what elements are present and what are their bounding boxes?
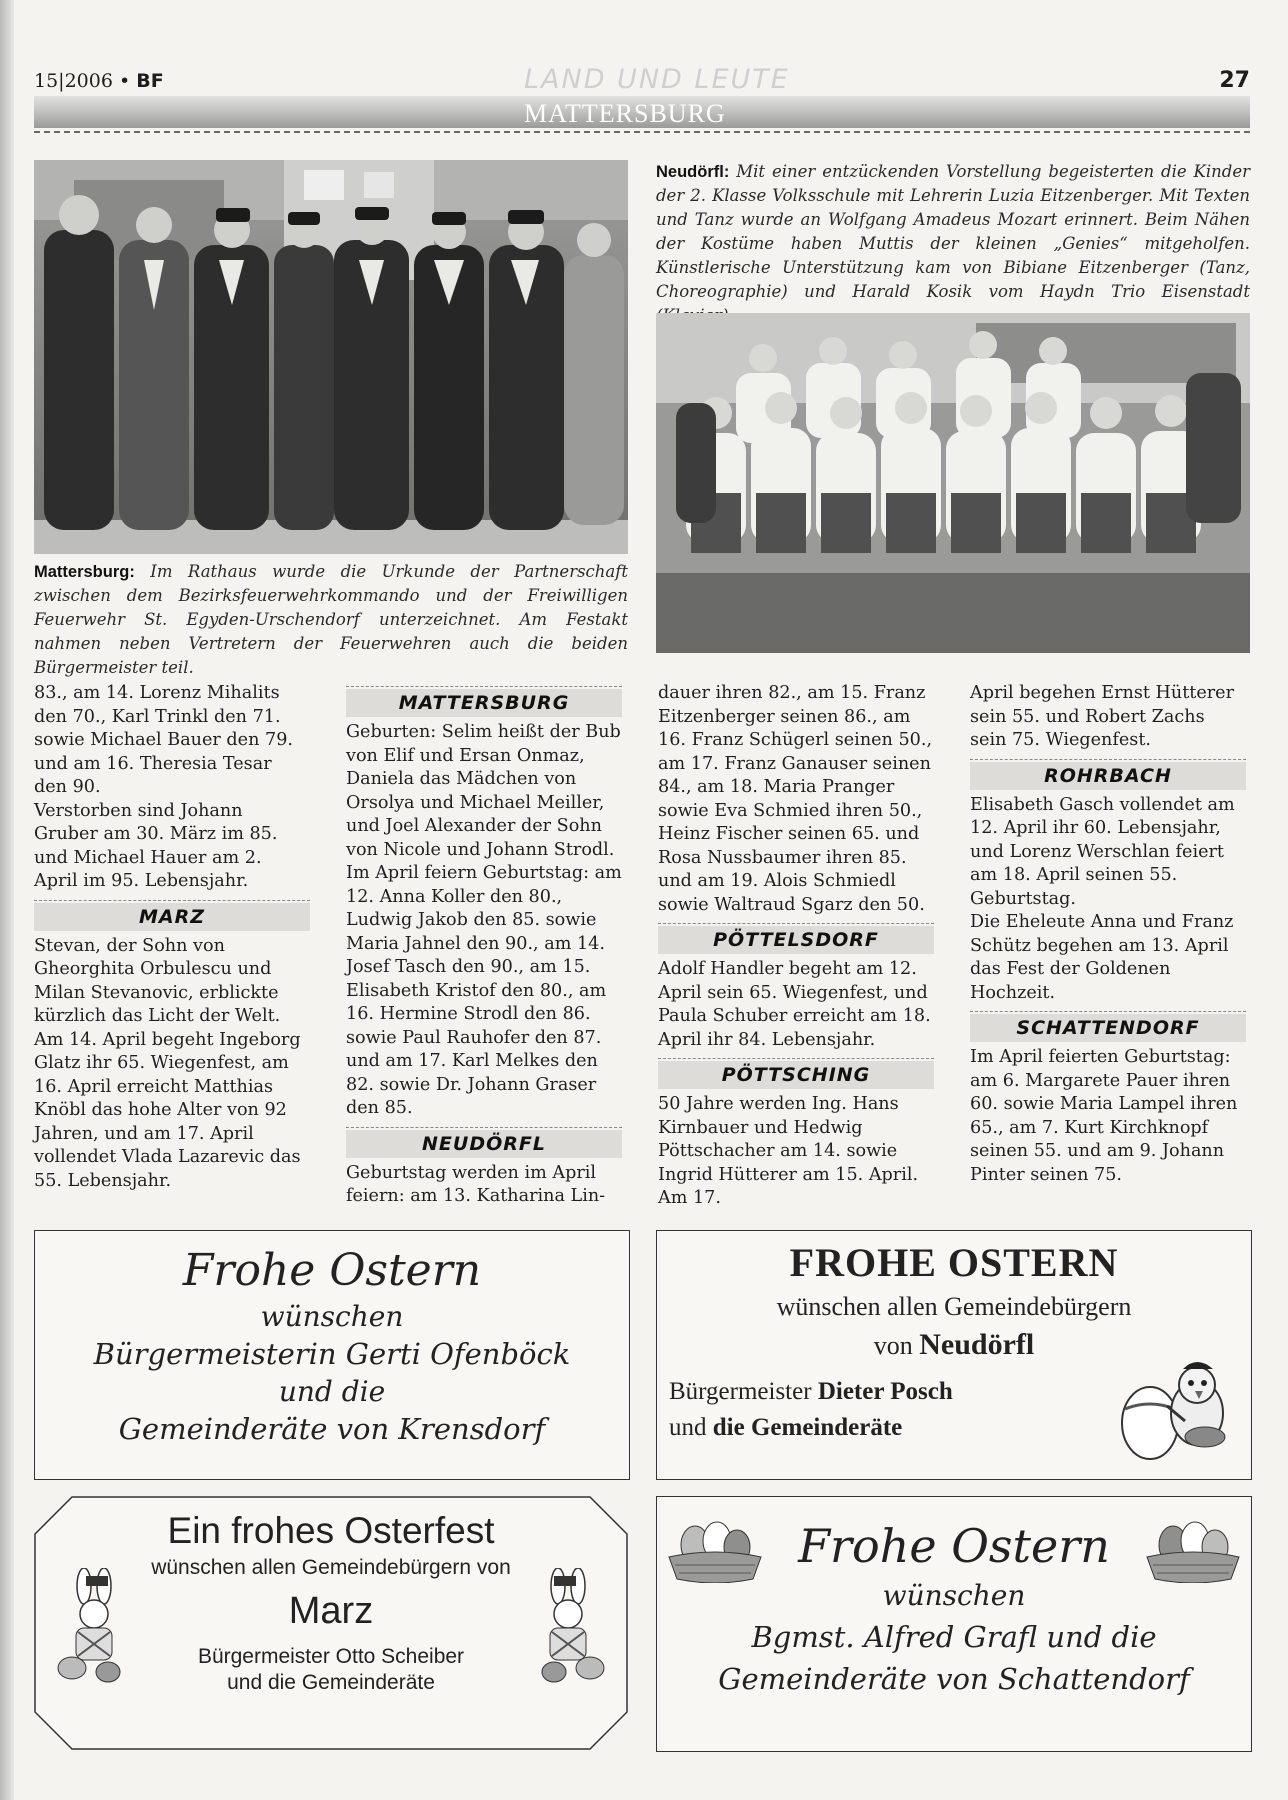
region-band (34, 96, 1250, 128)
section-title: LAND UND LEUTE (524, 64, 790, 95)
ad-krensdorf (34, 1230, 630, 1480)
ad-line: Bgmst. Alfred Grafl und die (751, 1620, 1157, 1654)
easter-bunny-icon (528, 1568, 606, 1688)
birthday-list-text: 83., am 14. Lorenz Mihalits den 70., Karl Trinkl den 71. sowie Michael Bauer den 79. und am 16. Theresia Tesar den 90. (34, 683, 294, 797)
column-1 (34, 682, 310, 1193)
region-title: MATTERSBURG (524, 99, 726, 128)
ad-title: Frohe Ostern (798, 1519, 1110, 1573)
birthdays-text: April begehen Ernst Hütterer sein 55. und Robert Zachs sein 75. Wiegenfest. (970, 683, 1234, 750)
ad-place: Marz (288, 1590, 374, 1632)
caption-text: Im Rathaus wurde die Urkunde der Partnerschaft zwischen dem Bezirksfeuerwehrkommando und der Freiwilligen Feuerwehr St. Egyden-Urschendorf unterzeichnet. Am Festakt nahmen neben Vertretern der Feuerwehren auch die beiden Bürgermeister teil. (34, 562, 628, 677)
subheading (346, 1127, 622, 1158)
birthdays-text: Adolf Handler begeht am 12. April sein 65. Wiegenfest, und Paula Schuber erreicht am 18. April ihr 84. Lebensjahr. (658, 959, 931, 1050)
ad-line: wünschen allen Gemeindebürgern von (151, 1556, 511, 1579)
egg-basket-icon (1143, 1517, 1243, 1583)
birthdays-text: dauer ihren 82., am 15. Franz Eitzenberger seinen 86., am 16. Franz Schügerl seinen 50., am 17. Franz Ganauser seinen 84., am 18. Maria Pranger sowie Eva Schmied ihren 50., Heinz Fischer seinen 65. und Rosa Nussbaumer ihren 85. und am 19. Alois Schmiedl sowie Waltraud Sgarz den 50. (658, 683, 933, 915)
ad-line: Gemeinderäte von Schattendorf (718, 1662, 1190, 1696)
ad-line: und die (278, 1375, 386, 1408)
ad-neudoerfl (656, 1230, 1252, 1480)
caption-firefighters (34, 560, 628, 680)
chick-painting-egg-icon (1105, 1351, 1235, 1469)
issue-label (34, 70, 164, 92)
ad-schattendorf (656, 1496, 1252, 1752)
ad-line-pre: Bürgermeister (669, 1378, 812, 1405)
births-text: Stevan, der Sohn von Gheorghita Orbulescu und Milan Stevanovic, erblickte kürzlich das Licht der Welt. (34, 935, 281, 1026)
birthdays-text: Im April feiern Geburtstag: am 12. Anna Koller den 80., Ludwig Jakob den 85. sowie Maria Jahnel den 90., am 14. Josef Tasch den 90., am 15. Elisabeth Kristof den 80., am 16. Hermine Strodl den 86. sowie Paul Rauhofer den 87. und am 17. Karl Melkes den 82. sowie Dr. Johann Graser den 85. (346, 863, 622, 1118)
ad-line-pre: von (873, 1331, 913, 1360)
photo-children (656, 313, 1250, 653)
ad-line: Bürgermeister Otto Scheiber (197, 1645, 465, 1668)
photo-firefighters (34, 160, 628, 554)
subheading (658, 1058, 934, 1089)
column-4 (970, 682, 1246, 1187)
page-spine-shadow (0, 0, 14, 1800)
egg-basket-icon (665, 1517, 765, 1583)
subheading (970, 759, 1246, 790)
subheading-poettsching: PÖTTSCHING (658, 1061, 934, 1089)
ad-line: und die Gemeinderäte (227, 1671, 435, 1694)
ad-line: wünschen (260, 1300, 404, 1333)
ad-line: Gemeinderäte von Krensdorf (118, 1412, 546, 1446)
ad-place: Neudörfl (919, 1328, 1035, 1361)
ad-mayor-name: Dieter Posch (817, 1378, 953, 1405)
ad-line-pre: und (669, 1414, 707, 1441)
ad-line: wünschen (882, 1579, 1026, 1612)
wedding-text: Die Eheleute Anna und Franz Schütz begehen am 13. April das Fest der Goldenen Hochzeit. (970, 912, 1234, 1003)
caption-place: Mattersburg: (34, 563, 135, 581)
subheading (658, 923, 934, 954)
birthdays-text: Im April feierten Geburtstag: am 6. Margarete Pauer ihren 60. sowie Maria Lampel ihren 65., am 7. Kurt Kirchknopf seinen 55. und am 9. Johann Pinter seinen 75. (970, 1047, 1238, 1185)
issue-bullet: • (118, 70, 131, 92)
subheading-neudoerfl: NEUDÖRFL (346, 1130, 622, 1158)
ad-title: Ein frohes Osterfest (167, 1510, 495, 1551)
subheading (346, 686, 622, 717)
subheading (970, 1011, 1246, 1042)
caption-place: Neudörfl: (656, 163, 730, 181)
ad-title: FROHE OSTERN (789, 1240, 1119, 1285)
caption-children (656, 160, 1250, 328)
subheading (34, 900, 310, 931)
birthdays-text: Am 14. April begeht Ingeborg Glatz ihr 65. Wiegenfest, am 16. April erreicht Matthias Knöbl das hohe Alter von 92 Jahren, und am 17. April vollendet Vlada Lazarevic das 55. Lebensjahr. (34, 1029, 301, 1191)
birthdays-text: Geburtstag werden im April feiern: am 13. Katharina Lin- (346, 1162, 606, 1206)
subheading-mattersburg: MATTERSBURG (346, 689, 622, 717)
births-text: Geburten: Selim heißt der Bub von Elif und Ersan Onmaz, Daniela das Mädchen von Orsolya und Michael Meiller, und Joel Alexander der Sohn von Nicole und Johann Strodl. (346, 722, 621, 860)
easter-bunny-icon (56, 1568, 134, 1688)
issue-number: 15|2006 (34, 70, 113, 92)
ad-line: wünschen allen Gemeindebürgern (776, 1292, 1132, 1321)
ad-council: die Gemeinderäte (712, 1414, 903, 1441)
subheading-rohrbach: ROHRBACH (970, 762, 1246, 790)
birthdays-text: 50 Jahre werden Ing. Hans Kirnbauer und Hedwig Pöttschacher am 14. sowie Ingrid Hütterer am 15. April. Am 17. (658, 1094, 919, 1208)
page-number: 27 (1219, 68, 1250, 93)
subheading-schattendorf: SCHATTENDORF (970, 1014, 1246, 1042)
caption-text: Mit einer entzückenden Vorstellung begeisterten die Kinder der 2. Klasse Volksschule mit Lehrerin Luzia Eitzenberger. Mit Texten und Tanz wurde an Wolfgang Amadeus Mozart erinnert. Beim Nähen der Kostüme haben Muttis der kleinen „Genies“ mitgeholfen. Künstlerische Unterstützung kam von Bibiane Eitzenberger (Tanz, Choreographie) und Harald Kosik vom Haydn Trio Eisenstadt (656, 162, 1250, 301)
subheading-marz: MARZ (34, 903, 310, 931)
column-2 (346, 686, 622, 1209)
ad-line: Bürgermeisterin Gerti Ofenböck (93, 1337, 571, 1371)
ad-marz (34, 1496, 628, 1750)
deaths-text: Verstorben sind Johann Gruber am 30. März im 85. und Michael Hauer am 2. April im 95. Lebensjahr. (34, 800, 278, 891)
page-header (34, 64, 1250, 94)
header-divider (34, 131, 1250, 133)
magazine-name: BF (136, 70, 164, 92)
column-3 (658, 682, 934, 1211)
birthdays-text: Elisabeth Gasch vollendet am 12. April ihr 60. Lebensjahr, und Lorenz Werschlan feiert am 18. April seinen 55. Geburtstag. (970, 794, 1235, 909)
subheading-poettelsdorf: PÖTTELSDORF (658, 926, 934, 954)
ad-title: Frohe Ostern (182, 1245, 482, 1296)
